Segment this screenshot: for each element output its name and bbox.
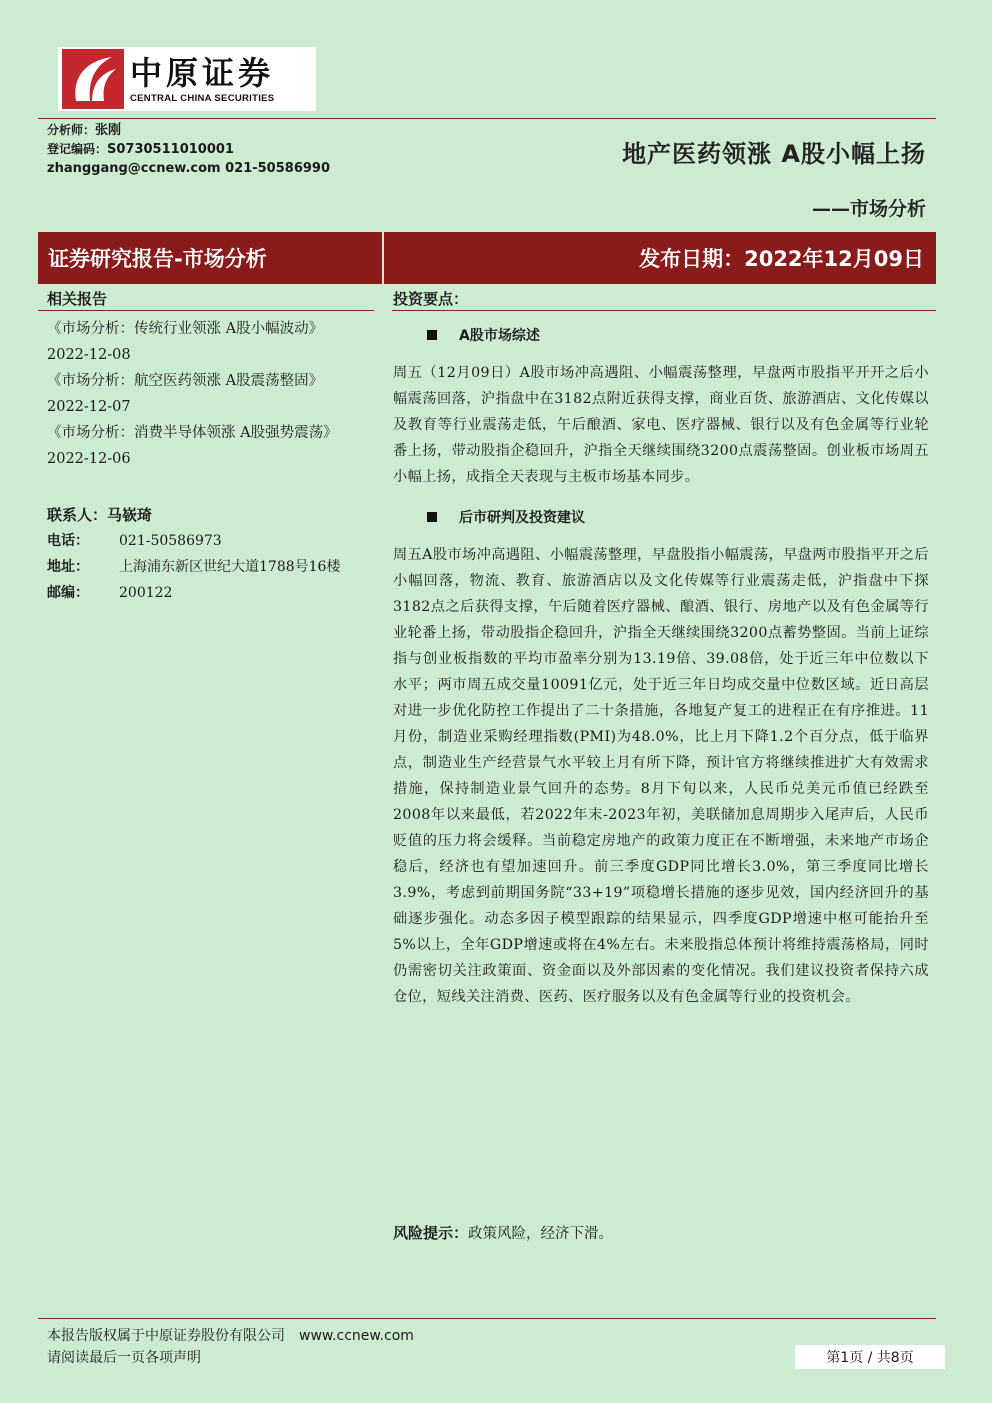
section-heading — [427, 324, 929, 346]
section-paragraph: 周五A股市场冲高遇阻、小幅震荡整理，早盘股指小幅震荡，早盘两市股指平开之后小幅回落，物流、教育、旅游酒店以及文化传媒等行业震荡走低，沪指盘中下探3182点之后获得支撑，午后随着医疗器械、酿酒、银行、房地产以及有色金属等行业轮番上扬，带动股指企稳回升，沪指全天继续围绕3200点蓄势整固。当前上证综指与创业板指数的平均市盈率分别为13.19倍、39.08倍，处于近三年中位数以下水平；两市周五成交量10091亿元，处于近三年日均成交量中位数区域。近日高层对进一步优化防控工作提出了二十条措施，各地复产复工的进程正在有序推进。11月份，制造业采购经理指数(PMI)为48.0%，比上月下降1.2个百分点，低于临界点，制造业生产经营景气水平较上月有所下降，预计官方将继续推进扩大有效需求措施，保持制造业景气回升的态势。8月下旬以来，人民币兑美元币值已经跌至2008年以来最低，若2022年末-2023年初，美联储加息周期步入尾声后，人民币贬值的压力将会缓释。当前稳定房地产的政策力度正在不断增强，未来地产市场企稳后，经济也有望加速回升。前三季度GDP同比增长3.0%，第三季度同比增长3.9%，考虑到前期国务院“33+19”项稳增长措施的逐步见效，国内经济回升的基础逐步强化。动态多因子模型跟踪的结果显示，四季度GDP增速中枢可能抬升至5%以上，全年GDP增速或将在4%左右。未来股指总体预计将维持震荡格局，同时仍需密切关注政策面、资金面以及外部因素的变化情况。我们建议投资者保持六成仓位，短线关注消费、医药、医疗服务以及有色金属等行业的投资机会。 — [393, 547, 929, 1005]
footer — [47, 1325, 414, 1369]
analyst-info — [47, 121, 330, 178]
analyst-reg-row — [47, 140, 330, 159]
logo-english-name: CENTRAL CHINA SECURITIES — [130, 92, 275, 104]
contact-block — [47, 502, 377, 606]
footer-copyright: 本报告版权属于中原证券股份有限公司 — [47, 1328, 285, 1344]
section-heading-text: 后市研判及投资建议 — [459, 510, 585, 526]
logo-mark-icon — [62, 49, 124, 109]
contact-person-row — [47, 502, 377, 528]
section-heading-text: A股市场综述 — [459, 328, 540, 344]
contact-address: 上海浦东新区世纪大道1788号16楼 — [119, 559, 341, 575]
related-report-title[interactable]: 《市场分析：传统行业领涨 A股小幅波动》 — [47, 321, 324, 337]
contact-phone: 021-50586973 — [119, 533, 222, 549]
related-reports-list — [47, 316, 377, 472]
related-report-title[interactable]: 《市场分析：消费半导体领涨 A股强势震荡》 — [47, 425, 338, 441]
contact-zip-label: 邮编： — [47, 585, 89, 601]
contact-phone-row — [47, 528, 377, 554]
analyst-contact: zhanggang@ccnew.com 021-50586990 — [47, 161, 330, 176]
analyst-name-row — [47, 121, 330, 140]
report-type: 证券研究报告-市场分析 — [48, 247, 267, 271]
contact-zip-row — [47, 580, 377, 606]
related-reports-heading: 相关报告 — [47, 290, 108, 308]
related-report-date: 2022-12-08 — [47, 347, 131, 363]
footer-divider — [38, 1318, 936, 1319]
header-divider — [38, 118, 936, 119]
risk-notice — [393, 1222, 613, 1243]
footer-url[interactable]: www.ccnew.com — [299, 1328, 414, 1344]
analyst-reg-label: 登记编码： — [47, 142, 108, 156]
analyst-name-label: 分析师： — [47, 123, 96, 137]
bullet-square-icon — [427, 512, 437, 522]
contact-phone-label: 电话： — [47, 533, 89, 549]
footer-notice: 请阅读最后一页各项声明 — [47, 1350, 201, 1366]
analyst-name: 张刚 — [95, 123, 122, 138]
investment-highlights-heading: 投资要点： — [393, 290, 469, 308]
analyst-reg-code: S0730511010001 — [107, 142, 234, 157]
bullet-square-icon — [427, 330, 437, 340]
sidebar — [47, 288, 377, 606]
section-paragraph: 周五（12月09日）A股市场冲高遇阻、小幅震荡整理，早盘两市股指平开开之后小幅震荡回落，沪指盘中在3182点附近获得支撑，商业百货、旅游酒店、文化传媒以及教育等行业震荡走低，午后酿酒、家电、医疗器械、银行以及有色金属等行业轮番上扬，带动股指企稳回升，沪指全天继续围绕3200点震荡整固。创业板市场周五小幅上扬，成指全天表现与主板市场基本同步。 — [393, 365, 929, 485]
related-report-date: 2022-12-07 — [47, 399, 131, 415]
company-logo — [58, 47, 316, 111]
footer-copyright-row — [47, 1325, 414, 1347]
risk-label: 风险提示： — [393, 1224, 469, 1242]
logo-chinese-name: 中原证券 — [130, 53, 275, 92]
contact-address-row — [47, 554, 377, 580]
report-banner — [38, 232, 936, 284]
report-title: 地产医药领涨 A股小幅上扬 — [622, 140, 926, 168]
banner-divider — [382, 232, 384, 284]
report-subtitle: ——市场分析 — [811, 198, 926, 220]
contact-address-label: 地址： — [47, 559, 89, 575]
contact-person: 马嵚琦 — [107, 506, 153, 524]
contact-person-label: 联系人： — [47, 506, 108, 524]
publish-date: 发布日期：2022年12月09日 — [639, 247, 924, 271]
related-report-date: 2022-12-06 — [47, 451, 131, 467]
page-indicator: 第1页 / 共8页 — [795, 1345, 945, 1369]
main-content — [393, 288, 929, 1010]
related-report-title[interactable]: 《市场分析：航空医药领涨 A股震荡整固》 — [47, 373, 324, 389]
risk-text: 政策风险，经济下滑。 — [468, 1226, 614, 1242]
contact-zip: 200122 — [119, 585, 173, 601]
section-heading — [427, 506, 929, 528]
